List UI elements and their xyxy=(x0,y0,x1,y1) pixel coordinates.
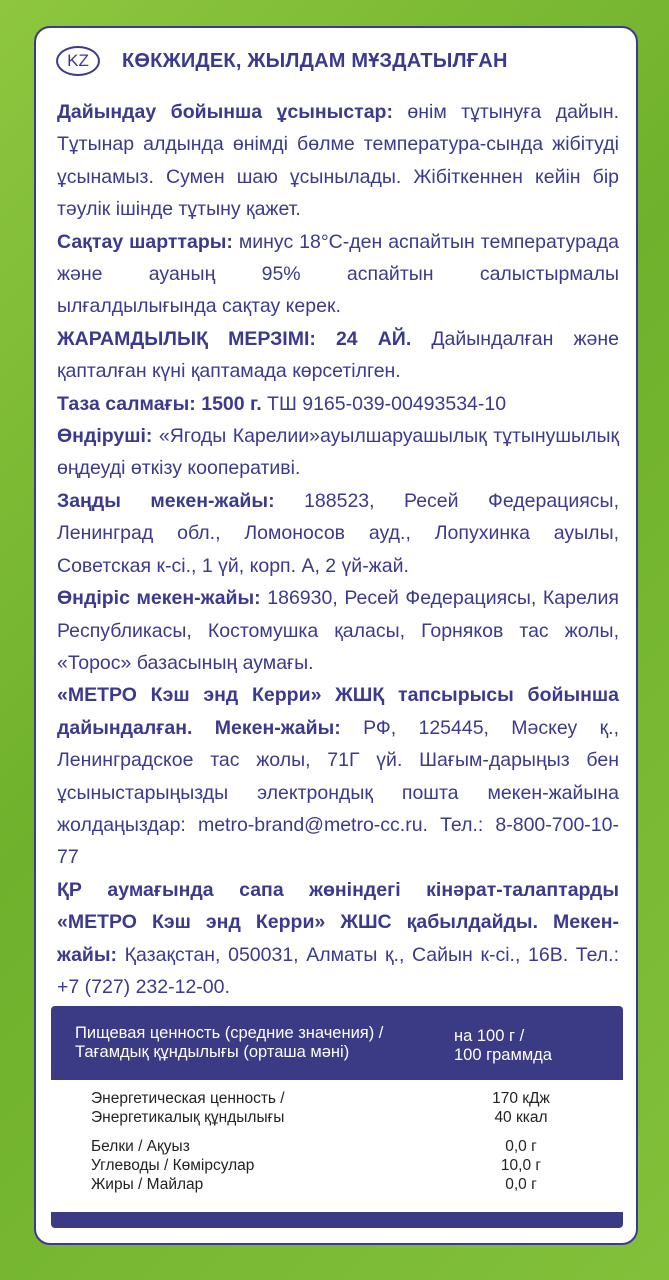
producer-paragraph xyxy=(57,420,619,485)
nutrition-header-right xyxy=(454,1027,552,1065)
storage-paragraph xyxy=(57,226,619,323)
production-address-paragraph xyxy=(57,582,619,679)
storage-text: минус 18°С-ден аспайтын температурада және ауаның 95% аспайтын салыстырмалы ылғалдылығында сақтау керек. xyxy=(57,230,619,318)
nutrition-header-left xyxy=(75,1024,383,1062)
nutrition-header-left-kz: Тағамдық құндылығы (орташа мәні) xyxy=(75,1043,350,1061)
nutrition-row-value: 40 ккал xyxy=(494,1109,548,1126)
nutrition-row-value: 0,0 г xyxy=(505,1176,537,1193)
prep-paragraph xyxy=(57,96,619,226)
production-address-label: Өндіріс мекен-жайы: xyxy=(57,587,261,610)
prep-text: өнім тұтынуға дайын. Тұтынар алдында өнімді бөлме температура-сында жібітуді ұсынамыз. Сумен шаю ұсынылады. Жібіткеннен кейін бір тәулік ішінде тұтыну қажет. xyxy=(57,101,620,221)
claims-label: ҚР аумағында сапа жөніндегі кінәрат-талаптарды «МЕТРО Кэш энд Керри» ЖШС қабылдайды. Мекен-жайы: xyxy=(57,878,619,966)
claims-text: Қазақстан, 050031, Алматы қ., Сайын к-сі., 16В. Тел.: +7 (727) 232-12-00. xyxy=(57,943,619,998)
label-panel xyxy=(34,26,638,1245)
nutrition-row-value: 170 кДж xyxy=(492,1090,550,1107)
shelf-life-label: ЖАРАМДЫЛЫҚ МЕРЗІМІ: 24 АЙ. xyxy=(57,327,412,350)
nutrition-row-label: Энергетическая ценность / xyxy=(91,1090,285,1107)
nutrition-header-right-ru: на 100 г / xyxy=(454,1027,525,1045)
production-address-text: 186930, Ресей Федерациясы, Карелия Республикасы, Костомушка қаласы, Горняков тас жолы, «Торос» базасының аумағы. xyxy=(57,587,619,674)
nutrition-header xyxy=(51,1006,623,1080)
product-title: КӨКЖИДЕК, ЖЫЛДАМ МҰЗДАТЫЛҒАН xyxy=(122,49,508,72)
producer-label: Өндіруші: xyxy=(57,425,153,448)
nutrition-header-right-kz: 100 граммда xyxy=(454,1046,552,1064)
nutrition-row-value: 0,0 г xyxy=(505,1138,537,1155)
nutrition-row-label: Энергетикалық құндылығы xyxy=(91,1109,285,1126)
legal-address-text: 188523, Ресей Федерациясы, Ленинград обл., Ломоносов ауд., Лопухинка ауылы, Советская к-сі., 1 үй, корп. А, 2 үй-жай. xyxy=(57,489,619,577)
legal-address-paragraph xyxy=(57,485,619,582)
shelf-life-paragraph xyxy=(57,323,619,388)
storage-label: Сақтау шарттары: xyxy=(57,230,233,253)
shelf-life-text: Дайындалған және қапталған күні қаптамада көрсетілген. xyxy=(57,327,619,383)
ordered-by-text: РФ, 125445, Мәскеу қ., Ленинградское тас жолы, 71Г үй. Шағым-дарыңыз бен ұсыныстарыңызды электрондық пошта мекен-жайына жолдаңыздар: metro-brand@metro-cc.ru. Тел.: 8-800-700-10-77 xyxy=(57,716,619,869)
nutrition-row-protein xyxy=(91,1138,591,1155)
label-text xyxy=(57,96,619,1003)
nutrition-body xyxy=(51,1080,623,1212)
nutrition-row-label: Жиры / Майлар xyxy=(91,1176,204,1193)
net-weight-text: ТШ 9165-039-00493534-10 xyxy=(261,392,507,415)
ordered-by-label: «МЕТРО Кэш энд Керри» ЖШҚ тапсырысы бойынша дайындалған. Мекен-жайы: xyxy=(57,684,619,739)
nutrition-row-label: Углеводы / Көмірсулар xyxy=(91,1157,255,1174)
nutrition-row-energy-ru xyxy=(91,1090,591,1107)
kz-badge: KZ xyxy=(56,46,100,76)
prep-label: Дайындау бойынша ұсыныстар: xyxy=(57,101,393,123)
producer-text: «Ягоды Карелии»ауылшаруашылық тұтынушылық өңдеуді өткізу кооперативі. xyxy=(57,425,619,480)
nutrition-row-value: 10,0 г xyxy=(500,1157,542,1174)
header xyxy=(56,46,508,76)
nutrition-row-carbs xyxy=(91,1157,591,1174)
nutrition-header-left-ru: Пищевая ценность (средние значения) / xyxy=(75,1024,384,1042)
ordered-by-paragraph xyxy=(57,679,619,873)
nutrition-row-energy-kz xyxy=(91,1109,591,1126)
net-weight-label: Таза салмағы: 1500 г. xyxy=(57,392,262,415)
nutrition-table xyxy=(51,1006,623,1228)
net-weight-paragraph xyxy=(57,388,619,420)
nutrition-row-label: Белки / Ақуыз xyxy=(91,1138,190,1155)
legal-address-label: Заңды мекен-жайы: xyxy=(57,489,275,512)
nutrition-row-fat xyxy=(91,1176,591,1193)
claims-paragraph xyxy=(57,874,619,1004)
